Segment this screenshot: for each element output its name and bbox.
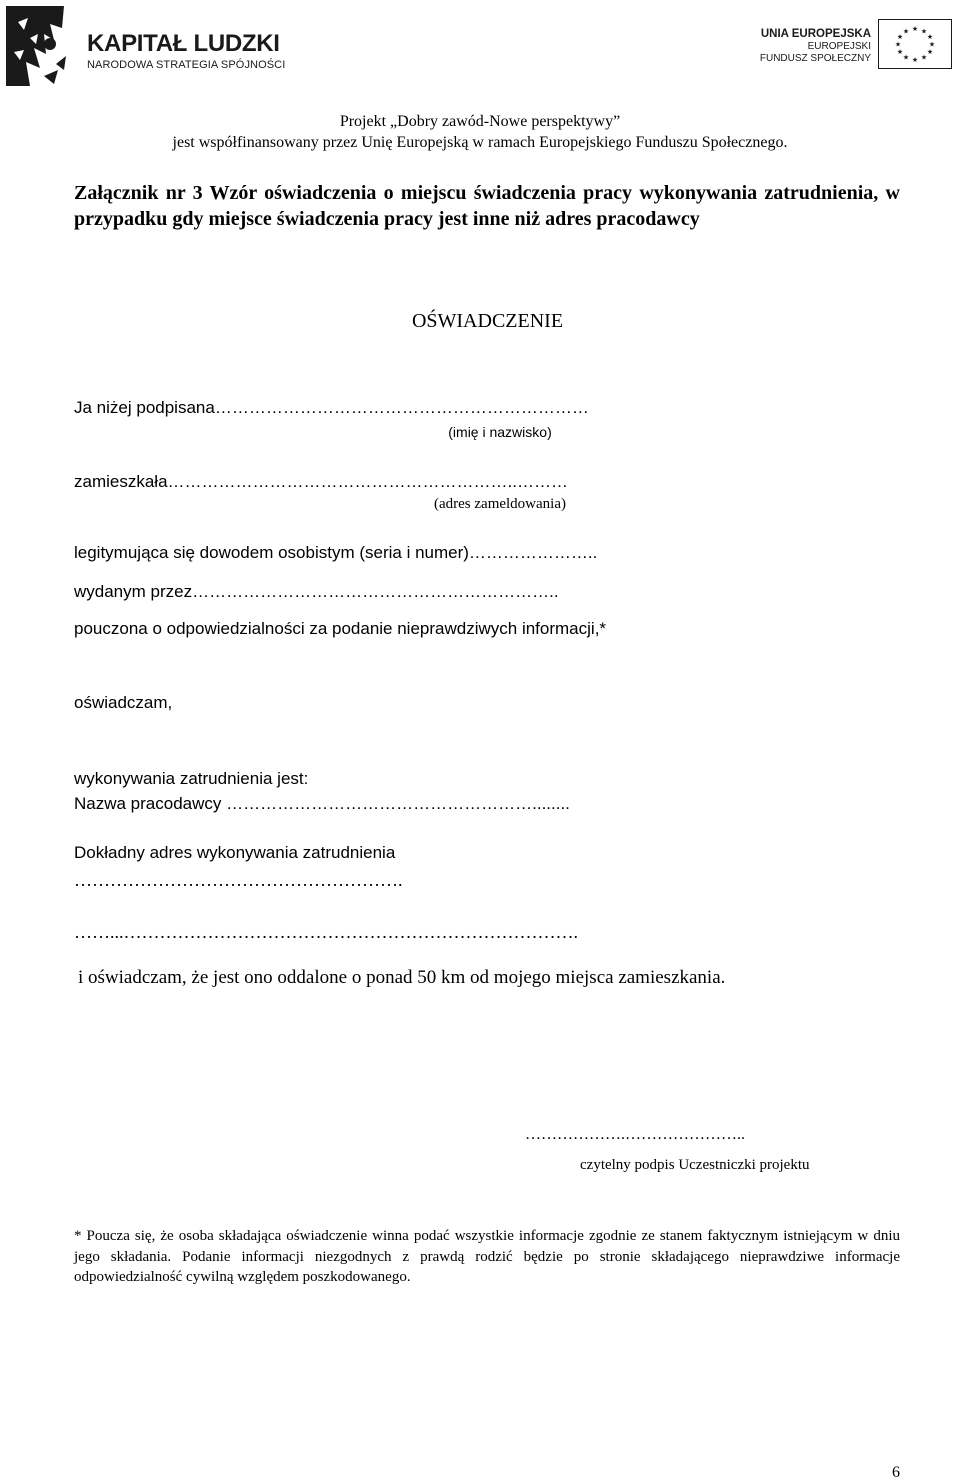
svg-text:★: ★ [920,27,928,36]
eu-logo-line2: EUROPEJSKI [807,41,871,52]
address-caption: (adres zameldowania) [433,496,566,512]
distance-statement: i oświadczam, że jest ono oddalone o ponad 50 km od mojego miejsca zamieszkania. [78,967,726,988]
svg-text:★: ★ [902,53,910,62]
signature-caption: czytelny podpis Uczestniczki projektu [580,1157,810,1173]
name-caption: (imię i nazwisko) [448,424,552,440]
eu-logo-line1: UNIA EUROPEJSKA [760,28,871,40]
svg-text:★: ★ [894,40,902,49]
svg-text:★: ★ [896,48,904,56]
employment-intro: wykonywania zatrudnienia jest: [74,769,309,788]
eu-logo-text [741,27,871,65]
svg-text:★: ★ [928,40,936,49]
liability-notice-line: pouczona o odpowiedzialności za podanie nieprawdziwych informacji,* [74,619,607,638]
exact-address-label: Dokładny adres wykonywania zatrudnienia [74,843,396,862]
footnote: * Poucza się, że osoba składająca oświadczenie winna podać wszystkie informacje zgodnie ze stanem faktycznym istniejącym w dniu jego składania. Podanie informacji niezgodnych z prawdą rodzić będzie po stronie składającego nieprawdziwe informacje odpowiedzialność cywilną względem poszkodowanego. [74,1228,900,1285]
eu-flag-icon [878,19,952,69]
kapital-ludzki-logo [4,4,294,88]
name-field-line: Ja niżej podpisana………………………………………………………… [74,398,589,417]
kapital-ludzki-emblem-icon [4,4,84,88]
eu-logo-line3: FUNDUSZ SPOŁECZNY [759,53,871,64]
document-heading: OŚWIADCZENIE [411,310,564,332]
svg-text:★: ★ [926,48,934,56]
svg-text:★: ★ [926,33,934,41]
id-document-line: legitymująca się dowodem osobistym (seria i numer)………………….. [74,543,598,562]
signature-dots: ……………….………………….. [525,1126,745,1143]
exact-address-dots-line-2: ……...…………………………………………………………………. [74,922,578,942]
funding-statement: jest współfinansowany przez Unię Europejską w ramach Europejskiego Funduszu Społecznego. [172,134,788,151]
project-name: Projekt „Dobry zawód-Nowe perspektywy” [339,113,621,130]
page-number: 6 [892,1464,900,1481]
svg-text:★: ★ [911,25,919,33]
svg-text:★: ★ [902,27,910,36]
issued-by-line: wydanym przez……………………………………………………….. [74,582,559,601]
declaration-word: oświadczam, [74,693,173,712]
svg-text:★: ★ [920,53,928,62]
exact-address-dots-line-1: ………………………………………………. [74,870,403,890]
svg-text:★: ★ [911,56,919,64]
employer-name-line: Nazwa pracodawcy ………………………………………………........ [74,794,570,813]
address-field-line: zamieszkała……………………………………………………..……… [74,472,568,491]
kapital-ludzki-title: KAPITAŁ LUDZKI [87,30,280,57]
kapital-ludzki-subtitle: NARODOWA STRATEGIA SPÓJNOŚCI [87,59,286,71]
svg-text:★: ★ [896,33,904,41]
annex-title: Załącznik nr 3 Wzór oświadczenia o miejscu świadczenia pracy wykonywania zatrudnienia, w przypadku gdy miejsce świadczenia pracy jest inne niż adres pracodawcy [74,182,900,230]
